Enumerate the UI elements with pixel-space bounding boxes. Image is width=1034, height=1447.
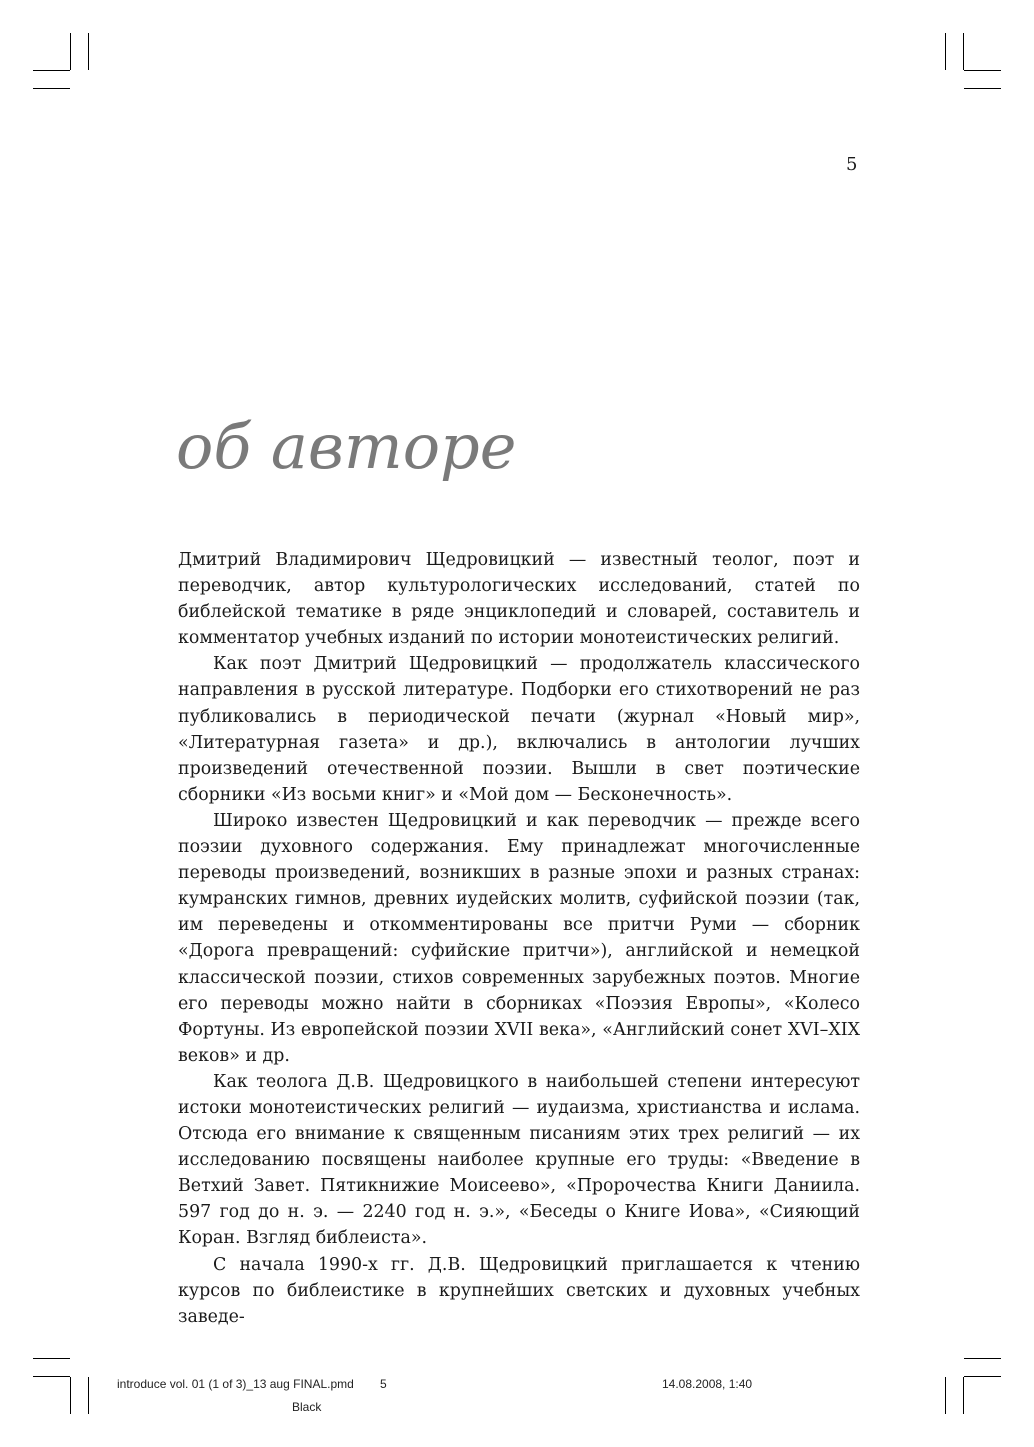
crop-mark-top-right-h2 [964, 88, 1001, 89]
crop-mark-top-left-h [33, 70, 70, 71]
slug-datetime: 14.08.2008, 1:40 [662, 1377, 753, 1391]
crop-mark-bottom-left-h2 [33, 1376, 70, 1377]
crop-mark-bottom-left-h [33, 1358, 70, 1359]
crop-mark-bottom-right-h [964, 1358, 1001, 1359]
crop-mark-top-left-h2 [33, 88, 70, 89]
crop-mark-top-left-v [70, 33, 71, 70]
crop-mark-top-right-h [964, 70, 1001, 71]
paragraph: Как поэт Дмитрий Щедровицкий — продолжатель классического направления в русской литературе. Подборки его стихотворений не раз публиковались в периодической печати (журнал «Новый мир», «Литературная газета» и др.), включались в антологии лучших произведений отечественной поэзии. Вышли в свет поэтические сборники «Из восьми книг» и «Мой дом — Бесконечность». [178, 654, 860, 805]
crop-mark-bottom-left-v2 [88, 1377, 89, 1414]
crop-mark-bottom-right-v [945, 1377, 946, 1414]
paragraph: С начала 1990-х гг. Д.В. Щедровицкий приглашается к чтению курсов по библеистике в крупнейших светских и духовных учебных заведе- [178, 1254, 860, 1327]
paragraph: Широко известен Щедровицкий и как переводчик — прежде всего поэзии духовного содержания. Ему принадлежат многочисленные переводы произведений, возникших в разные эпохи и разных странах: кумранских гимнов, древних иудейских молитв, суфийской поэзии (так, им переведены и откомментированы все притчи Руми — сборник «Дорога превращений: суфийские притчи»), английской и немецкой классической поэзии, стихов современных зарубежных поэтов. Многие его переводы можно найти в сборниках «Поэзия Европы», «Колесо Фортуны. Из европейской поэзии XVII века», «Английский сонет XVI–XIX веков» и др. [178, 810, 860, 1066]
body-text [178, 547, 860, 1330]
chapter-title: об авторе [176, 410, 517, 483]
page-number: 5 [846, 154, 858, 175]
slug-page-number: 5 [380, 1377, 387, 1391]
crop-mark-top-right-v [945, 33, 946, 70]
crop-mark-bottom-left-v [70, 1377, 71, 1414]
paragraph: Как теолога Д.В. Щедровицкого в наибольшей степени интересуют истоки монотеистических религий — иудаизма, христианства и ислама. Отсюда его внимание к священным писаниям этих трех религий — их исследованию посвящены наиболее крупные его труды: «Введение в Ветхий Завет. Пятикнижие Моисеево», «Пророчества Книги Даниила. 597 год до н. э. — 2240 год н. э.», «Беседы о Книге Иова», «Сияющий Коран. Взгляд библеиста». [178, 1071, 860, 1249]
crop-mark-top-right-v2 [963, 33, 964, 70]
paragraph: Дмитрий Владимирович Щедровицкий — известный теолог, поэт и переводчик, автор культурологических исследований, статей по библейской тематике в ряде энциклопедий и словарей, составитель и комментатор учебных изданий по истории монотеистических религий. [178, 550, 860, 649]
crop-mark-top-left-v2 [88, 33, 89, 70]
slug-color-plate: Black [292, 1400, 322, 1414]
slug-filename: introduce vol. 01 (1 of 3)_13 aug FINAL.pmd [117, 1377, 354, 1391]
crop-mark-bottom-right-h2 [964, 1376, 1001, 1377]
crop-mark-bottom-right-v2 [963, 1377, 964, 1414]
